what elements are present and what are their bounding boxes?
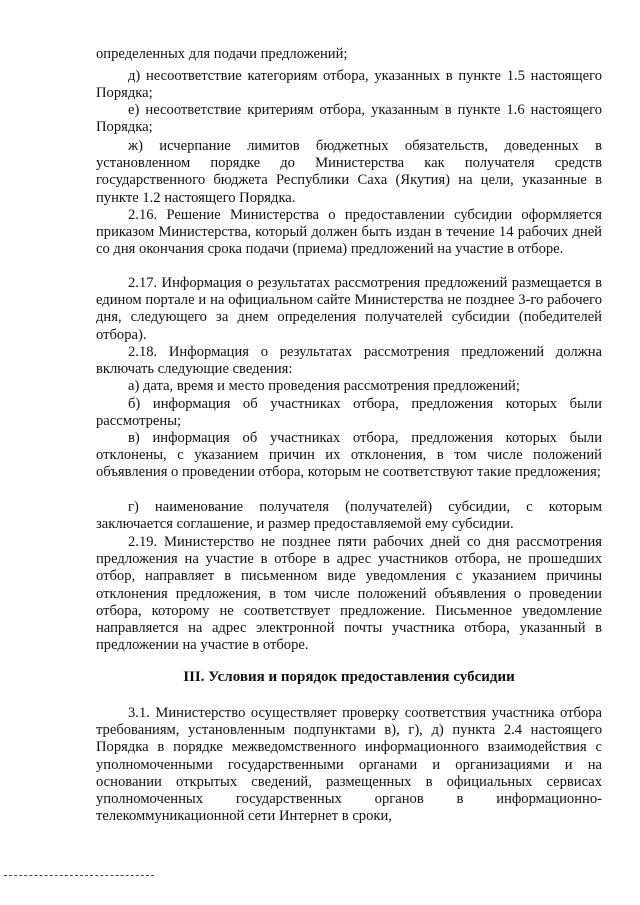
paragraph-2-16: 2.16. Решение Министерства о предоставлении субсидии оформляется приказом Министерства, который должен быть издан в течение 14 рабочих дней со дня окончания срока подачи (приема) предложений на участие в отборе. — [96, 207, 602, 258]
paragraph-item-a: а) дата, время и место проведения рассмотрения предложений; — [128, 378, 520, 394]
paragraph-item-v: в) информация об участниках отбора, предложения которых были отклонены, с указанием причин их отклонения, в том числе положений объявления о проведении отбора, которым не соответствуют такие предложения; — [96, 430, 602, 481]
paragraph-2-17: 2.17. Информация о результатах рассмотрения предложений размещается в едином портале и на официальном сайте Министерства не позднее 3-го рабочего дня, следующего за днем определения получателей субсидии (победителей отбора). — [96, 275, 602, 343]
paragraph-3-1: 3.1. Министерство осуществляет проверку соответствия участника отбора требованиям, установленным подпунктами в), г), д) пункта 2.4 настоящего Порядка в порядке межведомственного информационного взаимодействия с уполномоченными государственными органами и организациями и на основании открытых сведений, размещенных в официальных сервисах уполномоченных государственных органов в информационно-телекоммуникационной сети Интернет в сроки, — [96, 705, 602, 825]
section-heading: III. Условия и порядок предоставления субсидии — [183, 669, 515, 685]
paragraph-2-18: 2.18. Информация о результатах рассмотрения предложений должна включать следующие сведения: — [96, 344, 602, 378]
paragraph-item-zh: ж) исчерпание лимитов бюджетных обязательств, доведенных в установленном порядке до Министерства как получателя средств государственного бюджета Республики Саха (Якутия) на цели, указанные в пункте 1.2 настоящего Порядка. — [96, 138, 602, 206]
paragraph-item-g: г) наименование получателя (получателей) субсидии, с которым заключается соглашение, и размер предоставляемой ему субсидии. — [96, 499, 602, 533]
footer-line — [4, 875, 154, 877]
paragraph-item-b: б) информация об участниках отбора, предложения которых были рассмотрены; — [96, 396, 602, 430]
paragraph-2-19: 2.19. Министерство не позднее пяти рабочих дней со дня рассмотрения предложения на участие в отборе в адрес участников отбора, не прошедших отбор, направляет в письменном виде уведомления с указанием причины отклонения предложения, в том числе положений объявления о проведении отбора, которому не соответствует предложение. Письменное уведомление направляется на адрес электронной почты участника отбора, указанный в предложении на участие в отборе. — [96, 534, 602, 654]
paragraph-continuation: определенных для подачи предложений; — [96, 46, 348, 62]
paragraph-item-e: е) несоответствие критериям отбора, указанным в пункте 1.6 настоящего Порядка; — [96, 102, 602, 136]
paragraph-item-d: д) несоответствие категориям отбора, указанных в пункте 1.5 настоящего Порядка; — [96, 68, 602, 102]
